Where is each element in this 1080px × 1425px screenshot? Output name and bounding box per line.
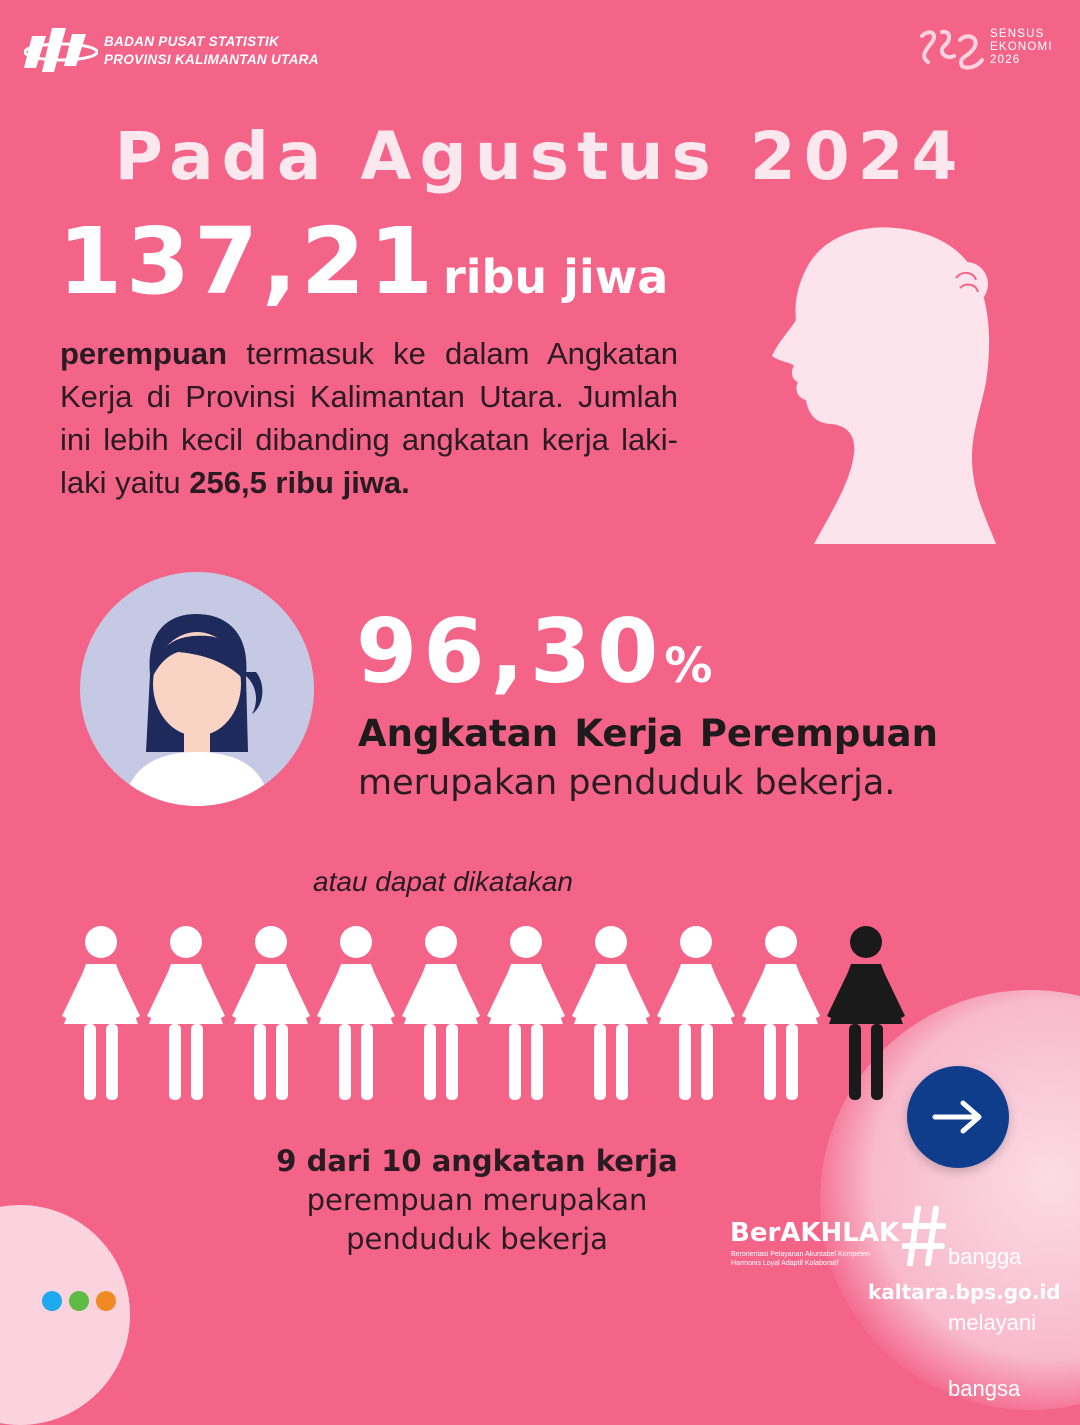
woman-figure-icon-employed <box>657 926 735 1100</box>
berakhlak-logo: BerAKHLAK <box>730 1218 900 1248</box>
woman-figure-icon-employed <box>232 926 310 1100</box>
para-bold-start: perempuan <box>60 336 228 371</box>
decorative-dot-blue <box>42 1291 62 1311</box>
page-title: Pada Agustus 2024 <box>114 118 966 195</box>
summary-line2: perempuan merupakan <box>306 1183 648 1217</box>
berakhlak-tagline-line1: Berorientasi Pelayanan Akuntabel Kompeten <box>731 1251 870 1258</box>
woman-figure-icon-other <box>827 926 905 1100</box>
slogan-line3: bangsa <box>948 1376 1021 1401</box>
woman-figure-icon-employed <box>487 926 565 1100</box>
woman-figure-icon-employed <box>402 926 480 1100</box>
organization-name <box>104 33 319 69</box>
sensus-line2: EKONOMI <box>990 41 1053 53</box>
stat-value: 137,21 <box>58 208 438 315</box>
arrow-right-icon <box>931 1097 985 1137</box>
hashtag-slogan <box>948 1202 1036 1422</box>
sensus-line3: 2026 <box>990 54 1021 66</box>
woman-figure-icon-employed <box>742 926 820 1100</box>
decorative-dot-green <box>69 1291 89 1311</box>
slogan-line1: bangga <box>948 1244 1022 1269</box>
stat-employed-percent <box>356 600 712 703</box>
woman-silhouette-icon <box>760 222 1000 544</box>
transition-text: atau dapat dikatakan <box>313 866 573 897</box>
para-bold-end: 256,5 ribu jiwa. <box>189 465 410 500</box>
percent-subtitle: merupakan penduduk bekerja. <box>358 763 896 803</box>
percent-symbol: % <box>664 638 713 694</box>
stat-unit: ribu jiwa <box>443 250 669 304</box>
avatar-woman-icon <box>80 572 314 828</box>
bps-logo-icon <box>24 24 98 80</box>
woman-figure-icon-employed <box>317 926 395 1100</box>
hashtag-icon <box>902 1206 946 1266</box>
stat-labor-force-women <box>58 208 668 315</box>
summary-text <box>257 1142 697 1259</box>
slogan-line2: melayani <box>948 1310 1037 1335</box>
org-name-line2: PROVINSI KALIMANTAN UTARA <box>104 52 319 67</box>
percent-value: 96,30 <box>356 600 665 703</box>
website-url: kaltara.bps.go.id <box>868 1280 1061 1304</box>
description-paragraph <box>60 332 678 504</box>
pictogram-women-row <box>56 920 926 1110</box>
next-button[interactable] <box>907 1066 1009 1168</box>
percent-title: Angkatan Kerja Perempuan <box>358 712 938 755</box>
woman-figure-icon-employed <box>572 926 650 1100</box>
woman-figure-icon-employed <box>62 926 140 1100</box>
decorative-blob <box>0 1205 130 1425</box>
org-name-line1: BADAN PUSAT STATISTIK <box>104 34 280 49</box>
summary-bold: 9 dari 10 angkatan kerja <box>276 1144 678 1178</box>
sensus-ekonomi-logo-icon <box>916 26 986 72</box>
para-body: termasuk ke dalam Angkatan Kerja di Provinsi Kalimantan Utara. Jumlah ini lebih kecil dibanding angkatan kerja laki-laki yaitu <box>60 336 678 500</box>
berakhlak-tagline <box>731 1250 891 1268</box>
sensus-ekonomi-text <box>990 28 1053 67</box>
summary-line3: penduduk bekerja <box>346 1222 608 1256</box>
sensus-line1: SENSUS <box>990 28 1045 40</box>
berakhlak-tagline-line2: Harmonis Loyal Adaptif Kolaboratif <box>731 1260 839 1267</box>
woman-figure-icon-employed <box>147 926 225 1100</box>
decorative-dot-orange <box>96 1291 116 1311</box>
